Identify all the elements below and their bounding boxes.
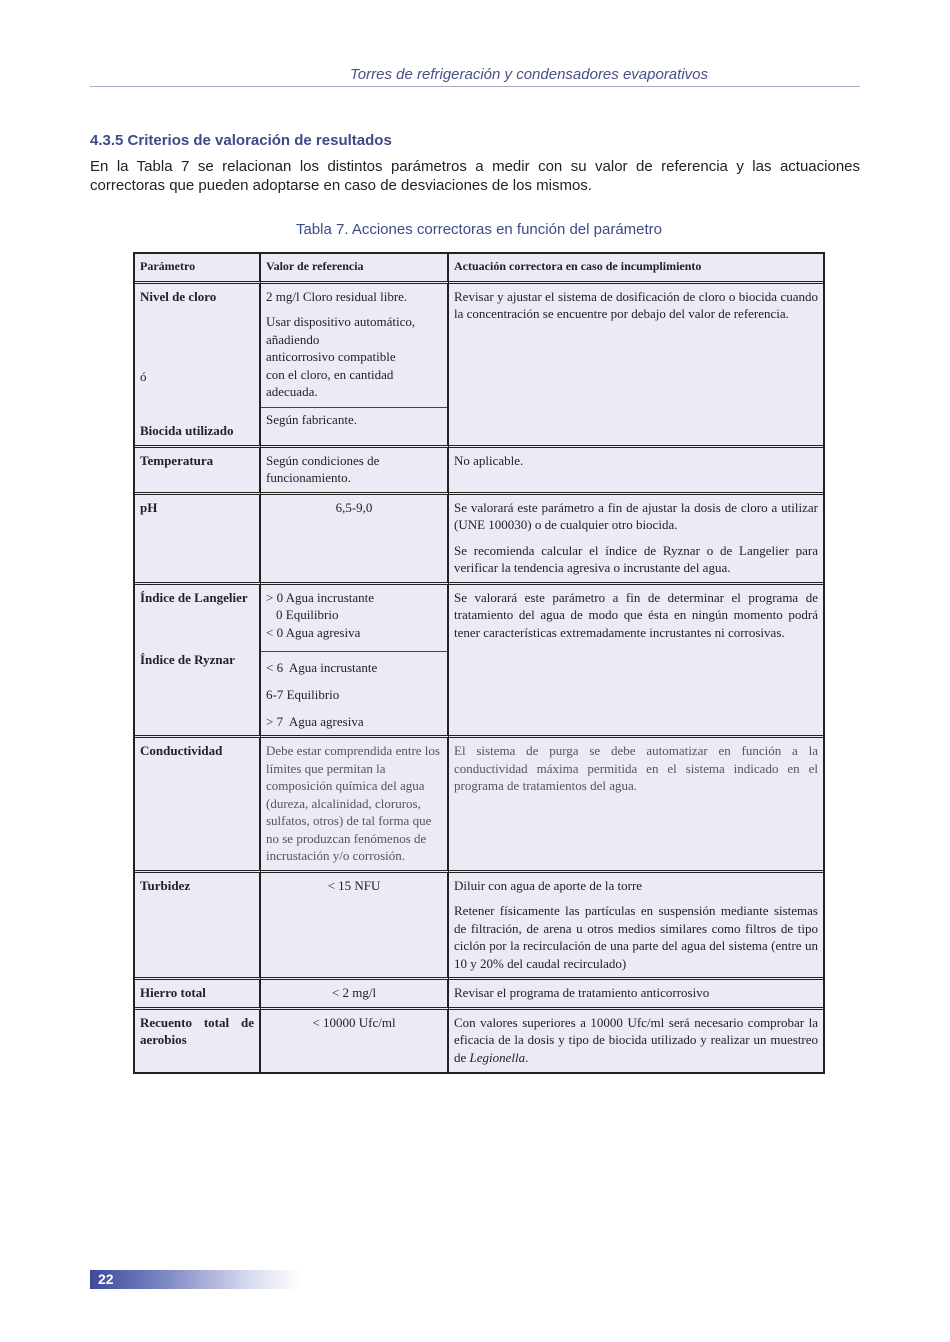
table-row-cloro (135, 284, 823, 448)
ref-cell-indices (261, 585, 449, 739)
param-ph: pH (135, 495, 261, 585)
action-turbidez-2: Retener físicamente las partículas en suspensión mediante sistemas de filtración, de arena u otros medios similares como filtros de tipo ciclón por la recirculación de una parte del agua del sistema (entre un 10 y 20% del caudal recirculado) (454, 903, 818, 971)
action-ph-1: Se valorará este parámetro a fin de ajustar la dosis de cloro a utilizar (UNE 100030) o de cualquier otro biocida. (454, 499, 818, 532)
table-row-hierro (135, 980, 823, 1010)
action-aerobios-legionella: Legionella (469, 1049, 526, 1065)
param-hierro: Hierro total (135, 980, 261, 1010)
action-hierro: Revisar el programa de tratamiento anticorrosivo (449, 980, 823, 1010)
ryznar-line: 6-7 Equilibrio (266, 687, 340, 702)
langelier-line: 0 Equilibrio (276, 607, 339, 622)
action-turbidez (449, 873, 823, 981)
header-actuacion-correctora: Actuación correctora en caso de incumplimiento (449, 254, 823, 284)
ref-line: Usar dispositivo automático, (266, 314, 416, 329)
ryznar-line: > 7 Agua agresiva (266, 714, 364, 729)
param-biocida: Biocida utilizado (140, 422, 234, 438)
header-divider (90, 86, 860, 87)
ref-line: adecuada. (266, 384, 318, 399)
table-row-temperatura (135, 448, 823, 495)
table-row-conductividad (135, 738, 823, 873)
param-or: ó (140, 368, 147, 384)
langelier-line: < 0 Agua agresiva (266, 624, 361, 640)
ref-line: añadiendo (266, 331, 320, 347)
ref-turbidez: < 15 NFU (261, 873, 449, 981)
action-indices: Se valorará este parámetro a fin de determinar el programa de tratamiento del agua de modo que ésta en ningún momento podrá tener características extremadamente incrustantes ni corrosivas. (449, 585, 823, 739)
param-cell-cloro (135, 284, 261, 448)
action-temperatura: No aplicable. (449, 448, 823, 495)
action-cloro: Revisar y ajustar el sistema de dosificación de cloro o biocida cuando la concentración se encuentre por debajo del valor de referencia. (449, 284, 823, 448)
table-caption: Tabla 7. Acciones correctoras en función del parámetro (295, 221, 663, 238)
section-heading: 4.3.5 Criterios de valoración de resultados (90, 132, 392, 149)
table-row-ph (135, 495, 823, 585)
ref-temperatura: Según condiciones de funcionamiento. (261, 448, 449, 495)
param-conductividad: Conductividad (135, 738, 261, 873)
param-turbidez: Turbidez (135, 873, 261, 981)
table-row-turbidez (135, 873, 823, 981)
param-nivel-cloro: Nivel de cloro (140, 288, 217, 304)
action-turbidez-1: Diluir con agua de aporte de la torre (454, 877, 643, 893)
table-row-aerobios (135, 1010, 823, 1072)
intro-paragraph: En la Tabla 7 se relacionan los distintos parámetros a medir con su valor de referencia y las actuaciones correctoras que pueden adoptarse en caso de desviaciones de los mismos. (90, 158, 860, 194)
param-temperatura: Temperatura (135, 448, 261, 495)
ref-cloro-block (261, 288, 447, 408)
action-aerobios-text: Con valores superiores a 10000 Ufc/ml será necesario comprobar la eficacia de la dosis y tipo de biocida utilizado y realizar un muestreo de (454, 1014, 818, 1065)
action-aerobios (449, 1010, 823, 1072)
header-parametro: Parámetro (135, 254, 261, 284)
ref-hierro: < 2 mg/l (261, 980, 449, 1010)
ryznar-line: < 6 Agua incrustante (266, 660, 378, 675)
ref-langelier-block (261, 589, 447, 653)
ref-line: anticorrosivo compatible (266, 349, 396, 364)
page-number: 22 (98, 1271, 114, 1287)
action-ph (449, 495, 823, 585)
param-ryznar: Índice de Ryznar (140, 651, 235, 667)
ref-biocida: Según fabricante. (266, 411, 357, 427)
action-conductividad: El sistema de purga se debe automatizar en función a la conductividad máxima permitida en el sistema indicado en el programa de tratamientos del agua. (449, 738, 823, 873)
ref-cloro-dispositivo (266, 313, 442, 401)
ref-line: con el cloro, en cantidad (266, 366, 394, 382)
ref-cell-cloro (261, 284, 449, 448)
ref-cloro-residual: 2 mg/l Cloro residual libre. (266, 288, 408, 304)
ref-aerobios: < 10000 Ufc/ml (261, 1010, 449, 1072)
action-ph-2: Se recomienda calcular el índice de Ryznar o de Langelier para verificar la tendencia agresiva o incrustante del agua. (454, 542, 818, 575)
langelier-line: > 0 Agua incrustante (266, 589, 375, 605)
ref-conductividad: Debe estar comprendida entre los límites que permitan la composición química del agua (dureza, alcalinidad, cloruros, sulfatos, otros) de tal forma que no se produzcan fenómenos de incrustación y/o corrosión. (261, 738, 449, 873)
action-aerobios-end: . (525, 1049, 529, 1065)
header-valor-referencia: Valor de referencia (261, 254, 449, 284)
table-header-row (135, 254, 823, 284)
param-cell-indices (135, 585, 261, 739)
running-header-title: Torres de refrigeración y condensadores evaporativos (350, 66, 708, 83)
ref-ryznar-block (266, 652, 442, 735)
param-aerobios: Recuento total de aerobios (135, 1010, 261, 1072)
footer-page-bar (90, 1270, 300, 1289)
ref-ph: 6,5-9,0 (261, 495, 449, 585)
param-langelier: Índice de Langelier (140, 589, 248, 605)
corrective-actions-table (133, 252, 825, 1074)
table-row-indices (135, 585, 823, 739)
